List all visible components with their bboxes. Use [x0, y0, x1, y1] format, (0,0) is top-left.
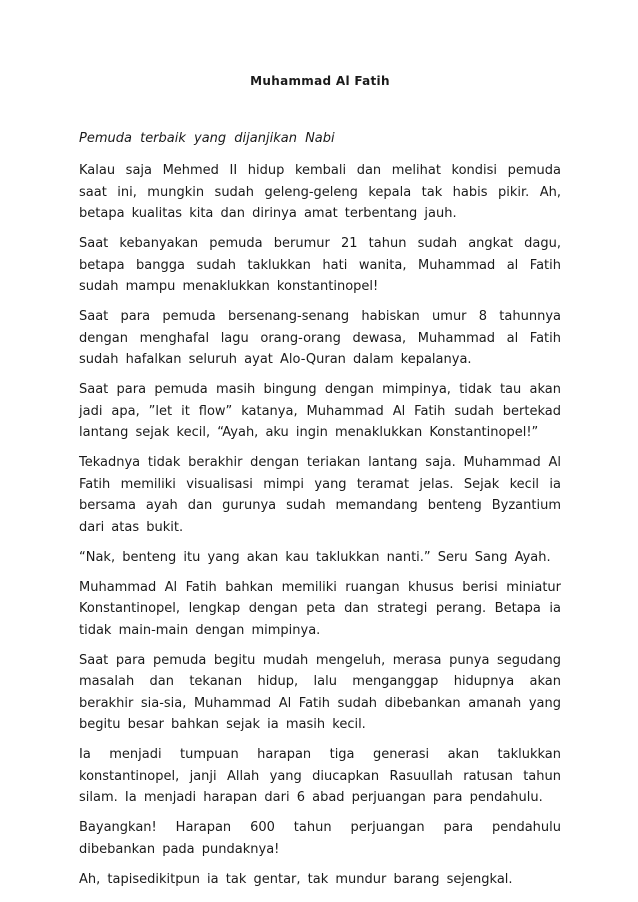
paragraph: Muhammad Al Fatih bahkan memiliki ruangan khusus berisi miniatur Konstantinopel, lengkap dengan peta dan strategi perang. Betapa ia tidak main-main dengan mimpinya.: [79, 579, 561, 638]
paragraph: Bayangkan! Harapan 600 tahun perjuangan para pendahulu dibebankan pada pundaknya!: [79, 820, 561, 857]
paragraph: Saat para pemuda bersenang-senang habiskan umur 8 tahunnya dengan menghafal lagu orang-orang dewasa, Muhammad al Fatih sudah hafalkan seluruh ayat Alo-Quran dalam kepalanya.: [79, 309, 561, 367]
paragraph: Kalau saja Mehmed II hidup kembali dan melihat kondisi pemuda saat ini, mungkin sudah geleng-geleng kepala tak habis pikir. Ah, betapa kualitas kita dan dirinya amat terbentang jauh.: [79, 163, 561, 221]
document-title: Muhammad Al Fatih: [250, 74, 390, 88]
document-body: [79, 160, 561, 899]
paragraph: Saat para pemuda begitu mudah mengeluh, merasa punya segudang masalah dan tekanan hidup, lalu menganggap hidupnya akan berakhir sia-sia, Muhammad Al Fatih sudah dibebankan amanah yang begitu besar bahkan sejak ia masih kecil.: [79, 652, 561, 732]
paragraph: Tekadnya tidak berakhir dengan teriakan lantang saja. Muhammad Al Fatih memiliki visualisasi mimpi yang teramat jelas. Sejak kecil ia bersama ayah dan gurunya sudah memandang benteng Byzantium dari atas bukit.: [79, 455, 561, 535]
paragraph: Ia menjadi tumpuan harapan tiga generasi akan taklukkan konstantinopel, janji Allah yang diucapkan Rasuullah ratusan tahun silam. Ia menjadi harapan dari 6 abad perjuangan para pendahulu.: [79, 747, 561, 805]
paragraph: Saat para pemuda masih bingung dengan mimpinya, tidak tau akan jadi apa, ”let it flow” katanya, Muhammad Al Fatih sudah bertekad lantang sejak kecil, “Ayah, aku ingin menaklukkan Konstantinopel!”: [79, 382, 561, 440]
paragraph: Ah, tapisedikitpun ia tak gentar, tak mundur barang sejengkal.: [79, 871, 513, 887]
paragraph: Saat kebanyakan pemuda berumur 21 tahun sudah angkat dagu, betapa bangga sudah taklukkan hati wanita, Muhammad al Fatih sudah mampu menaklukkan konstantinopel!: [79, 236, 561, 294]
paragraph: “Nak, benteng itu yang akan kau taklukkan nanti.” Seru Sang Ayah.: [79, 549, 551, 565]
document-subtitle: Pemuda terbaik yang dijanjikan Nabi: [79, 131, 335, 146]
